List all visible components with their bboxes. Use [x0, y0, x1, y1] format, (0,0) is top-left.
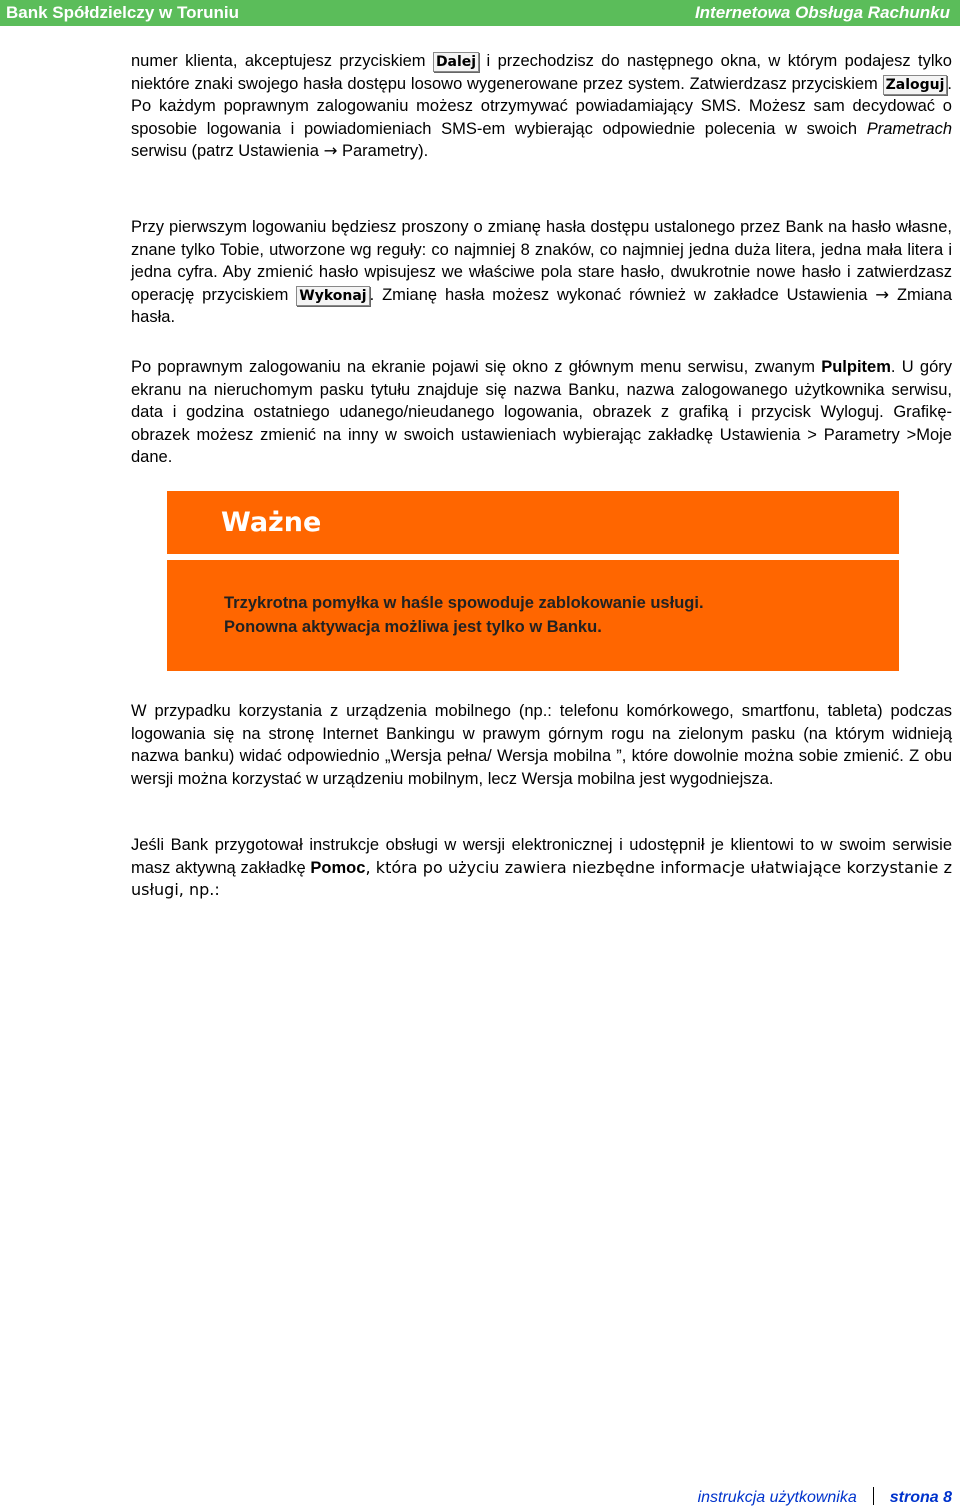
footer-label: instrukcja użytkownika: [697, 1489, 857, 1506]
important-line-2: Ponowna aktywacja możliwa jest tylko w Banku.: [224, 618, 602, 636]
paragraph-login: numer klienta, akceptujesz przyciskiem Dalej i przechodzisz do następnego okna, w którym podajesz tylko niektóre znaki swojego hasła dostępu losowo wygenerowane przez system. Zatwierdzasz przyciskiem Zaloguj . Po każdym poprawnym zalogowaniu możesz otrzymywać powiadamiający SMS. Możesz sam decydować o sposobie logowania i powiadomieniach SMS-em wybierając odpowiednie polecenia w swoich Prametrach serwisu (patrz Ustawienia → Parametry).: [131, 52, 952, 160]
paragraph-desktop: Po poprawnym zalogowaniu na ekranie pojawi się okno z głównym menu serwisu, zwanym Pulpitem. U góry ekranu na nieruchomym pasku tytułu znajduje się nazwa Banku, nazwa zalogowanego użytkownika serwisu, data i godzina ostatniego udanego/nieudanego logowania, obrazek z grafiką i przycisk Wyloguj. Grafikę- obrazek możesz zmienić na inny w swoich ustawieniach wybierając zakładkę Ustawienia > Parametry >Moje dane.: [131, 358, 952, 466]
important-title: Ważne: [221, 507, 322, 538]
zaloguj-button: Zaloguj: [883, 75, 948, 95]
footer-divider: [873, 1487, 874, 1505]
arrow-icon: →: [875, 284, 890, 304]
page-number: strona 8: [889, 1489, 952, 1506]
important-line-1: Trzykrotna pomyłka w haśle spowoduje zablokowanie usługi.: [224, 594, 704, 612]
paragraph-mobile: W przypadku korzystania z urządzenia mobilnego (np.: telefonu komórkowego, smartfonu, tableta) podczas logowania się na stronę Internet Bankingu w prawym górnym rogu na zielonym pasku (na którym widnieją nazwa banku) widać odpowiednio „Wersja pełna/ Wersja mobilna ”, które dowolnie można sobie zmienić. Z obu wersji można korzystać w urządzeniu mobilnym, lecz Wersja mobilna jest wygodniejsza.: [131, 702, 952, 788]
footer: [698, 1487, 952, 1507]
header-bar: [0, 0, 960, 26]
important-body-box: [167, 560, 899, 671]
paragraph-help: Jeśli Bank przygotował instrukcje obsługi w wersji elektronicznej i udostępnił je klientowi to w swoim serwisie masz aktywną zakładkę Pomoc, która po użyciu zawiera niezbędne informacje ułatwiające korzystanie z usługi, np.:: [131, 836, 952, 899]
dalej-button: Dalej: [433, 52, 479, 72]
paragraph-password-change: Przy pierwszym logowaniu będziesz proszony o zmianę hasła dostępu ustalonego przez Bank na hasło własne, znane tylko Tobie, utworzone wg reguły: co najmniej 8 znaków, co najmniej jedna duża litera, jedna mała litera i jedna cyfra. Aby zmienić hasło wpisujesz we właściwe pola stare hasło, dwukrotnie nowe hasło i zatwierdzasz operację przyciskiem Wykonaj . Zmianę hasła możesz wykonać również w zakładce Ustawienia → Zmiana hasła.: [131, 218, 952, 326]
arrow-icon: →: [323, 141, 338, 160]
important-title-box: [167, 491, 899, 554]
header-bank-name: Bank Spółdzielczy w Toruniu: [6, 3, 239, 22]
header-service-name: Internetowa Obsługa Rachunku: [694, 3, 950, 22]
wykonaj-button: Wykonaj: [296, 286, 369, 306]
